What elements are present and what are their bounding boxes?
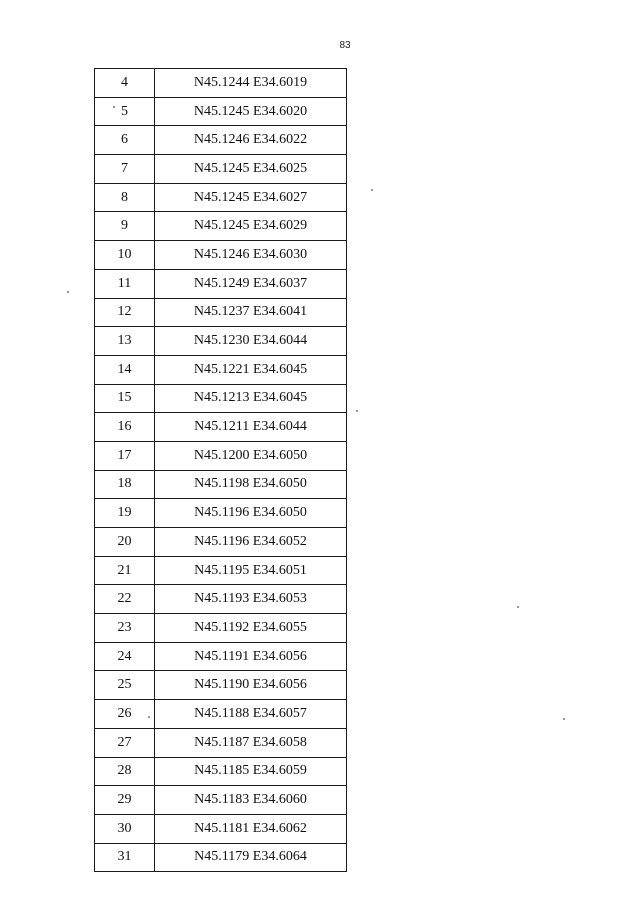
table-row (95, 757, 347, 786)
point-number-cell: 23 (95, 614, 155, 643)
point-number-cell: 26 (95, 700, 155, 729)
point-number-cell: 10 (95, 241, 155, 270)
point-number-cell: 7 (95, 155, 155, 184)
coordinate-cell: N45.1221 E34.6045 (155, 355, 347, 384)
coordinate-cell: N45.1245 E34.6029 (155, 212, 347, 241)
coordinate-cell: N45.1185 E34.6059 (155, 757, 347, 786)
point-number-cell: 11 (95, 269, 155, 298)
table-row (95, 843, 347, 872)
point-number-cell: 27 (95, 728, 155, 757)
point-number-cell: 16 (95, 413, 155, 442)
coordinate-cell: N45.1213 E34.6045 (155, 384, 347, 413)
table-row (95, 528, 347, 557)
point-number-cell: 4 (95, 69, 155, 98)
scan-speck (563, 718, 565, 720)
point-number-cell: 12 (95, 298, 155, 327)
point-number-cell: 22 (95, 585, 155, 614)
table-row (95, 355, 347, 384)
coordinate-cell: N45.1196 E34.6050 (155, 499, 347, 528)
table-row (95, 97, 347, 126)
point-number-cell: 8 (95, 183, 155, 212)
table-row (95, 384, 347, 413)
point-number-cell: 28 (95, 757, 155, 786)
point-number-cell: 31 (95, 843, 155, 872)
coordinate-cell: N45.1245 E34.6027 (155, 183, 347, 212)
table-row (95, 700, 347, 729)
point-number-cell: 29 (95, 786, 155, 815)
coordinates-table-body (95, 69, 347, 872)
point-number-cell: 18 (95, 470, 155, 499)
coordinate-cell: N45.1183 E34.6060 (155, 786, 347, 815)
table-row (95, 585, 347, 614)
coordinate-cell: N45.1192 E34.6055 (155, 614, 347, 643)
coordinates-table (94, 68, 347, 872)
table-row (95, 126, 347, 155)
scan-speck (148, 716, 150, 718)
coordinate-cell: N45.1246 E34.6022 (155, 126, 347, 155)
point-number-cell: 21 (95, 556, 155, 585)
table-row (95, 499, 347, 528)
coordinate-cell: N45.1246 E34.6030 (155, 241, 347, 270)
point-number-cell: 14 (95, 355, 155, 384)
coordinate-cell: N45.1245 E34.6025 (155, 155, 347, 184)
coordinate-cell: N45.1188 E34.6057 (155, 700, 347, 729)
coordinate-cell: N45.1237 E34.6041 (155, 298, 347, 327)
point-number-cell: 13 (95, 327, 155, 356)
table-row (95, 556, 347, 585)
table-row (95, 441, 347, 470)
coordinate-cell: N45.1230 E34.6044 (155, 327, 347, 356)
coordinate-cell: N45.1190 E34.6056 (155, 671, 347, 700)
coordinate-cell: N45.1200 E34.6050 (155, 441, 347, 470)
coordinate-cell: N45.1187 E34.6058 (155, 728, 347, 757)
coordinate-cell: N45.1249 E34.6037 (155, 269, 347, 298)
scan-speck (67, 291, 69, 293)
coordinate-cell: N45.1244 E34.6019 (155, 69, 347, 98)
table-row (95, 212, 347, 241)
table-row (95, 614, 347, 643)
point-number-cell: 17 (95, 441, 155, 470)
coordinate-cell: N45.1193 E34.6053 (155, 585, 347, 614)
coordinate-cell: N45.1191 E34.6056 (155, 642, 347, 671)
table-row (95, 298, 347, 327)
point-number-cell: 30 (95, 814, 155, 843)
point-number-cell: 9 (95, 212, 155, 241)
table-row (95, 183, 347, 212)
scan-speck (371, 189, 373, 191)
scan-speck (113, 106, 115, 108)
point-number-cell: 25 (95, 671, 155, 700)
table-row (95, 155, 347, 184)
coordinate-cell: N45.1195 E34.6051 (155, 556, 347, 585)
table-row (95, 241, 347, 270)
point-number-cell: 24 (95, 642, 155, 671)
table-row (95, 642, 347, 671)
point-number-cell: 15 (95, 384, 155, 413)
table-row (95, 814, 347, 843)
coordinate-cell: N45.1211 E34.6044 (155, 413, 347, 442)
table-row (95, 671, 347, 700)
coordinate-cell: N45.1181 E34.6062 (155, 814, 347, 843)
coordinate-cell: N45.1245 E34.6020 (155, 97, 347, 126)
point-number-cell: 20 (95, 528, 155, 557)
point-number-cell: 6 (95, 126, 155, 155)
table-row (95, 728, 347, 757)
table-row (95, 327, 347, 356)
table-row (95, 269, 347, 298)
table-row (95, 786, 347, 815)
scan-speck (356, 410, 358, 412)
table-row (95, 413, 347, 442)
point-number-cell: 5 (95, 97, 155, 126)
point-number-cell: 19 (95, 499, 155, 528)
table-row (95, 470, 347, 499)
table-row (95, 69, 347, 98)
coordinate-cell: N45.1179 E34.6064 (155, 843, 347, 872)
page-number: 83 (339, 40, 351, 51)
coordinate-cell: N45.1196 E34.6052 (155, 528, 347, 557)
coordinate-cell: N45.1198 E34.6050 (155, 470, 347, 499)
scan-speck (517, 606, 519, 608)
